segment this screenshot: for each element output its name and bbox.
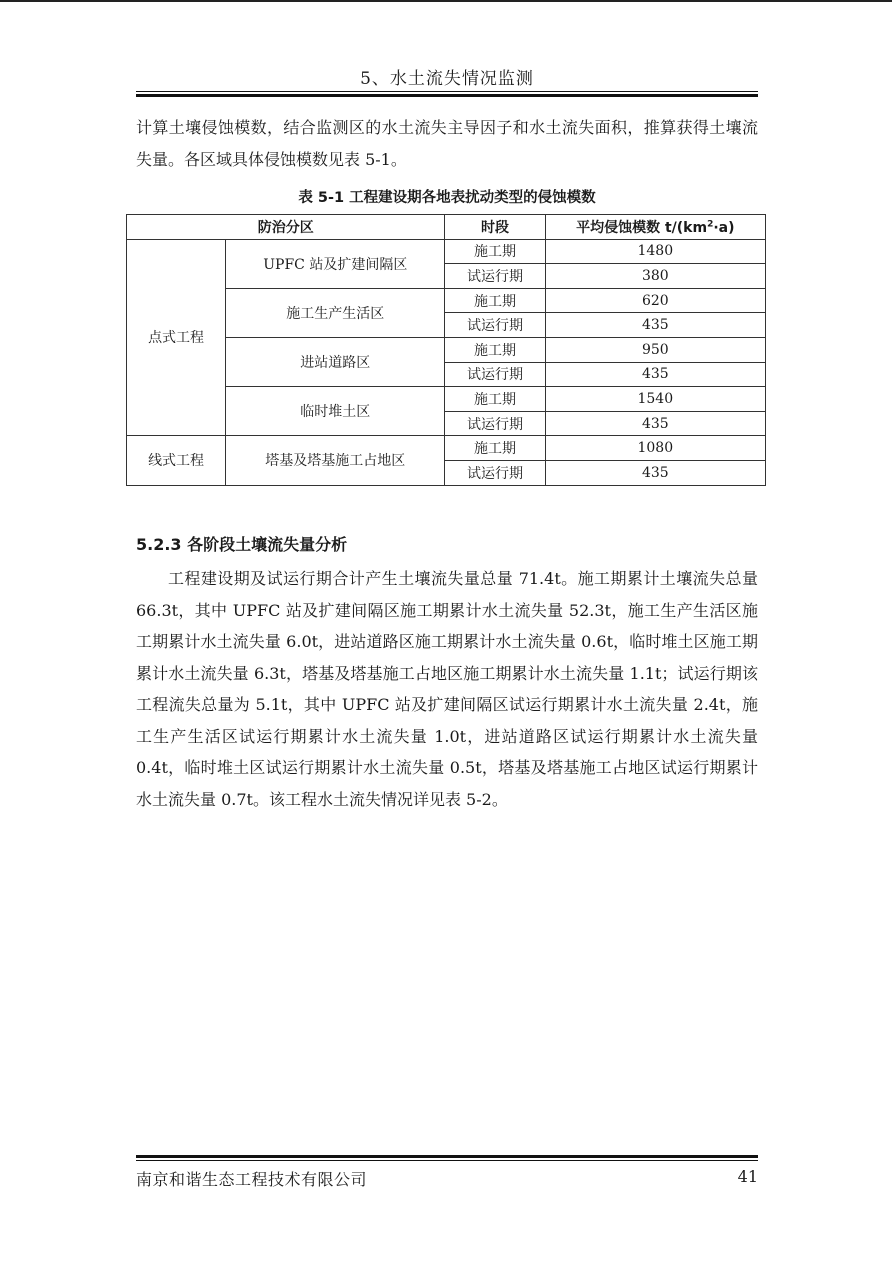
header-zone: 防治分区: [127, 215, 445, 240]
period-cell: 试运行期: [445, 362, 545, 387]
period-cell: 试运行期: [445, 313, 545, 338]
table-row: [127, 239, 766, 264]
header-rule-thick: [136, 94, 758, 97]
group-line-project: 线式工程: [127, 436, 226, 485]
zone-name: 进站道路区: [226, 337, 445, 386]
value-cell: 435: [545, 460, 765, 485]
section-body-paragraph: 工程建设期及试运行期合计产生土壤流失量总量 71.4t。施工期累计土壤流失总量 66.3t，其中 UPFC 站及扩建间隔区施工期累计水土流失量 52.3t，施工生产生活区施工期累计水土流失量 6.0t，进站道路区施工期累计水土流失量 0.6t，临时堆土区施工期累计水土流失量 6.3t，塔基及塔基施工占地区施工期累计水土流失量 1.1t；试运行期该工程流失总量为 5.1t，其中 UPFC 站及扩建间隔区试运行期累计水土流失量 2.4t，施工生产生活区试运行期累计水土流失量 1.0t，进站道路区试运行期累计水土流失量 0.4t，临时堆土区试运行期累计水土流失量 0.5t，塔基及塔基施工占地区试运行期累计水土流失量 0.7t。该工程水土流失情况详见表 5-2。: [136, 569, 758, 809]
table-header-row: [127, 215, 766, 240]
period-cell: 施工期: [445, 288, 545, 313]
erosion-modulus-table: [126, 214, 766, 486]
zone-name: UPFC 站及扩建间隔区: [226, 239, 445, 288]
footer-rule-thin: [136, 1160, 758, 1161]
intro-paragraph: 计算土壤侵蚀模数，结合监测区的水土流失主导因子和水土流失面积，推算获得土壤流失量。各区域具体侵蚀模数见表 5-1。: [136, 118, 758, 169]
period-cell: 施工期: [445, 436, 545, 461]
value-cell: 435: [545, 362, 765, 387]
table-caption: 表 5-1 工程建设期各地表扰动类型的侵蚀模数: [298, 190, 596, 206]
header-modulus: [545, 215, 765, 240]
header-rule-thin: [136, 91, 758, 92]
value-cell: 435: [545, 411, 765, 436]
header-modulus-sup: 2: [707, 219, 714, 230]
value-cell: 950: [545, 337, 765, 362]
value-cell: 1080: [545, 436, 765, 461]
period-cell: 施工期: [445, 337, 545, 362]
value-cell: 1540: [545, 387, 765, 412]
period-cell: 试运行期: [445, 411, 545, 436]
footer-page-number: 41: [737, 1167, 758, 1186]
value-cell: 1480: [545, 239, 765, 264]
zone-name: 塔基及塔基施工占地区: [226, 436, 445, 485]
value-cell: 435: [545, 313, 765, 338]
period-cell: 施工期: [445, 239, 545, 264]
section-heading: 5.2.3 各阶段土壤流失量分析: [136, 535, 348, 554]
group-point-project: 点式工程: [127, 239, 226, 436]
zone-name: 施工生产生活区: [226, 288, 445, 337]
page-top-edge: [0, 0, 892, 2]
footer-rule-thick: [136, 1155, 758, 1158]
value-cell: 620: [545, 288, 765, 313]
table-row: [127, 436, 766, 461]
zone-name: 临时堆土区: [226, 387, 445, 436]
running-header-title: 5、水土流失情况监测: [360, 69, 534, 89]
header-period: 时段: [445, 215, 545, 240]
period-cell: 试运行期: [445, 460, 545, 485]
period-cell: 施工期: [445, 387, 545, 412]
value-cell: 380: [545, 264, 765, 289]
header-modulus-prefix: 平均侵蚀模数 t/(km: [576, 219, 708, 236]
footer-company: 南京和谐生态工程技术有限公司: [136, 1170, 368, 1189]
header-modulus-suffix: ·a): [713, 219, 735, 236]
period-cell: 试运行期: [445, 264, 545, 289]
